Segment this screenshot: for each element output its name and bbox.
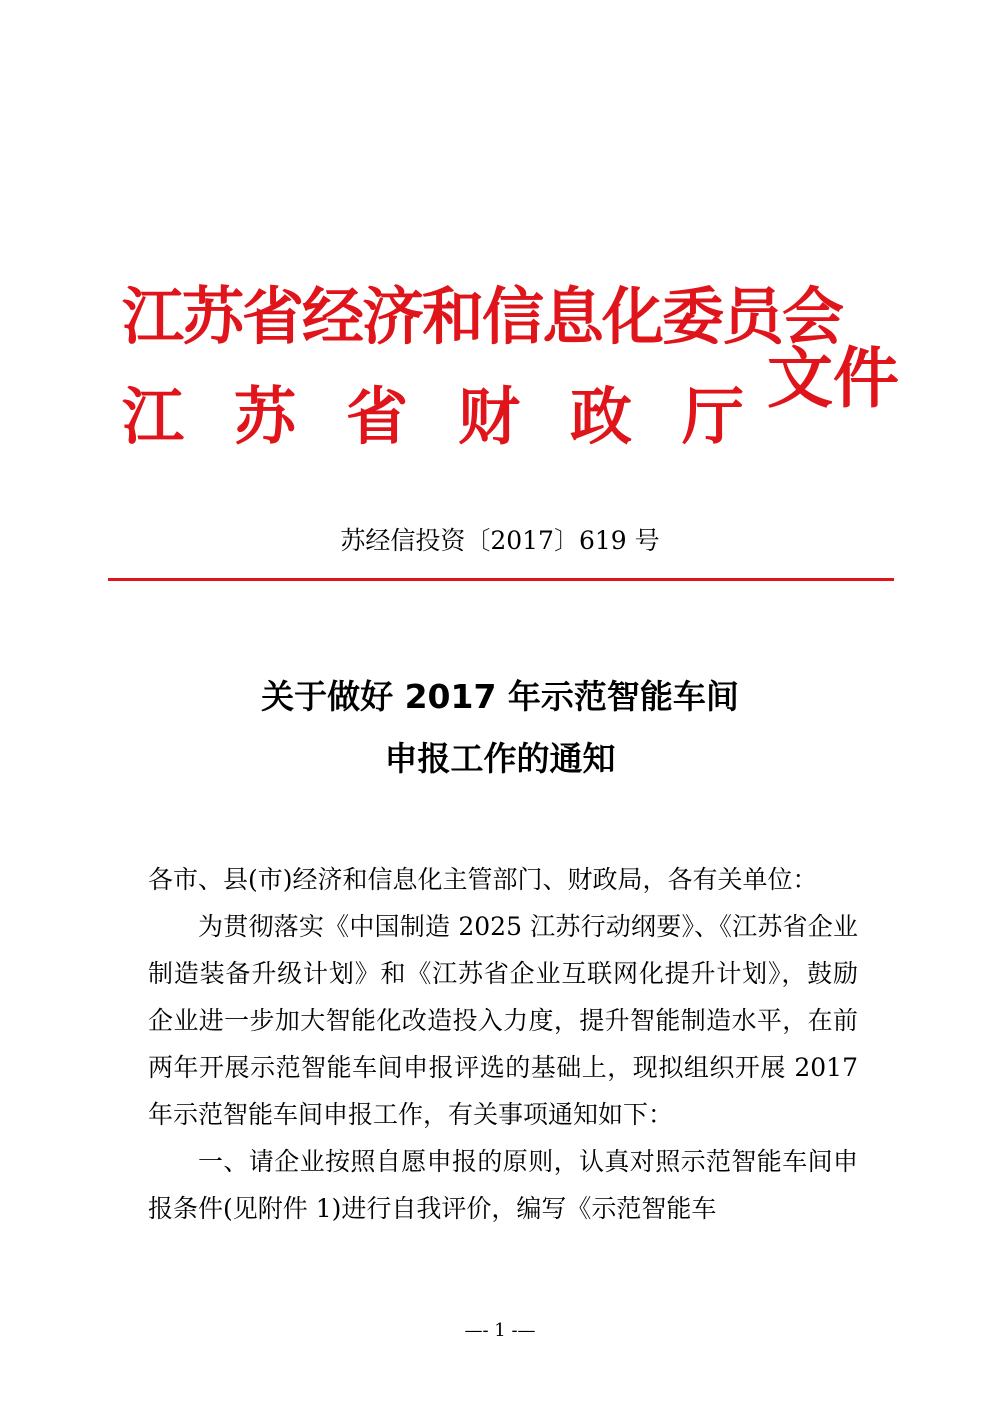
issuer-name-economic-commission: 江苏省经济和信息化委员会 bbox=[122, 280, 843, 353]
document-title-line-1: 关于做好 2017 年示范智能车间 bbox=[261, 677, 739, 716]
body-paragraph-2: 一、请企业按照自愿申报的原则，认真对照示范智能车间申报条件(见附件 1)进行自我评价，编写《示范智能车 bbox=[148, 1147, 858, 1223]
document-body bbox=[148, 856, 858, 1232]
red-divider-line bbox=[108, 578, 894, 581]
issuer-name-finance-department: 江苏省财政厅 bbox=[122, 380, 795, 453]
issuer-suffix: 文件 bbox=[767, 340, 899, 417]
salutation: 各市、县(市)经济和信息化主管部门、财政局，各有关单位： bbox=[148, 865, 818, 894]
body-paragraph-1: 为贯彻落实《中国制造 2025 江苏行动纲要》、《江苏省企业制造装备升级计划》和《江苏省企业互联网化提升计划》，鼓励企业进一步加大智能化改造投入力度，提升智能制造水平，在前两年开展示范智能车间申报评选的基础上，现拟组织开展 2017 年示范智能车间申报工作，有关事项通知如下： bbox=[148, 912, 858, 1129]
page-number: —- 1 -— bbox=[464, 1320, 536, 1341]
issuer-header bbox=[122, 278, 912, 478]
document-number: 苏经信投资〔2017〕619 号 bbox=[340, 526, 660, 555]
document-title-line-2: 申报工作的通知 bbox=[384, 739, 616, 778]
